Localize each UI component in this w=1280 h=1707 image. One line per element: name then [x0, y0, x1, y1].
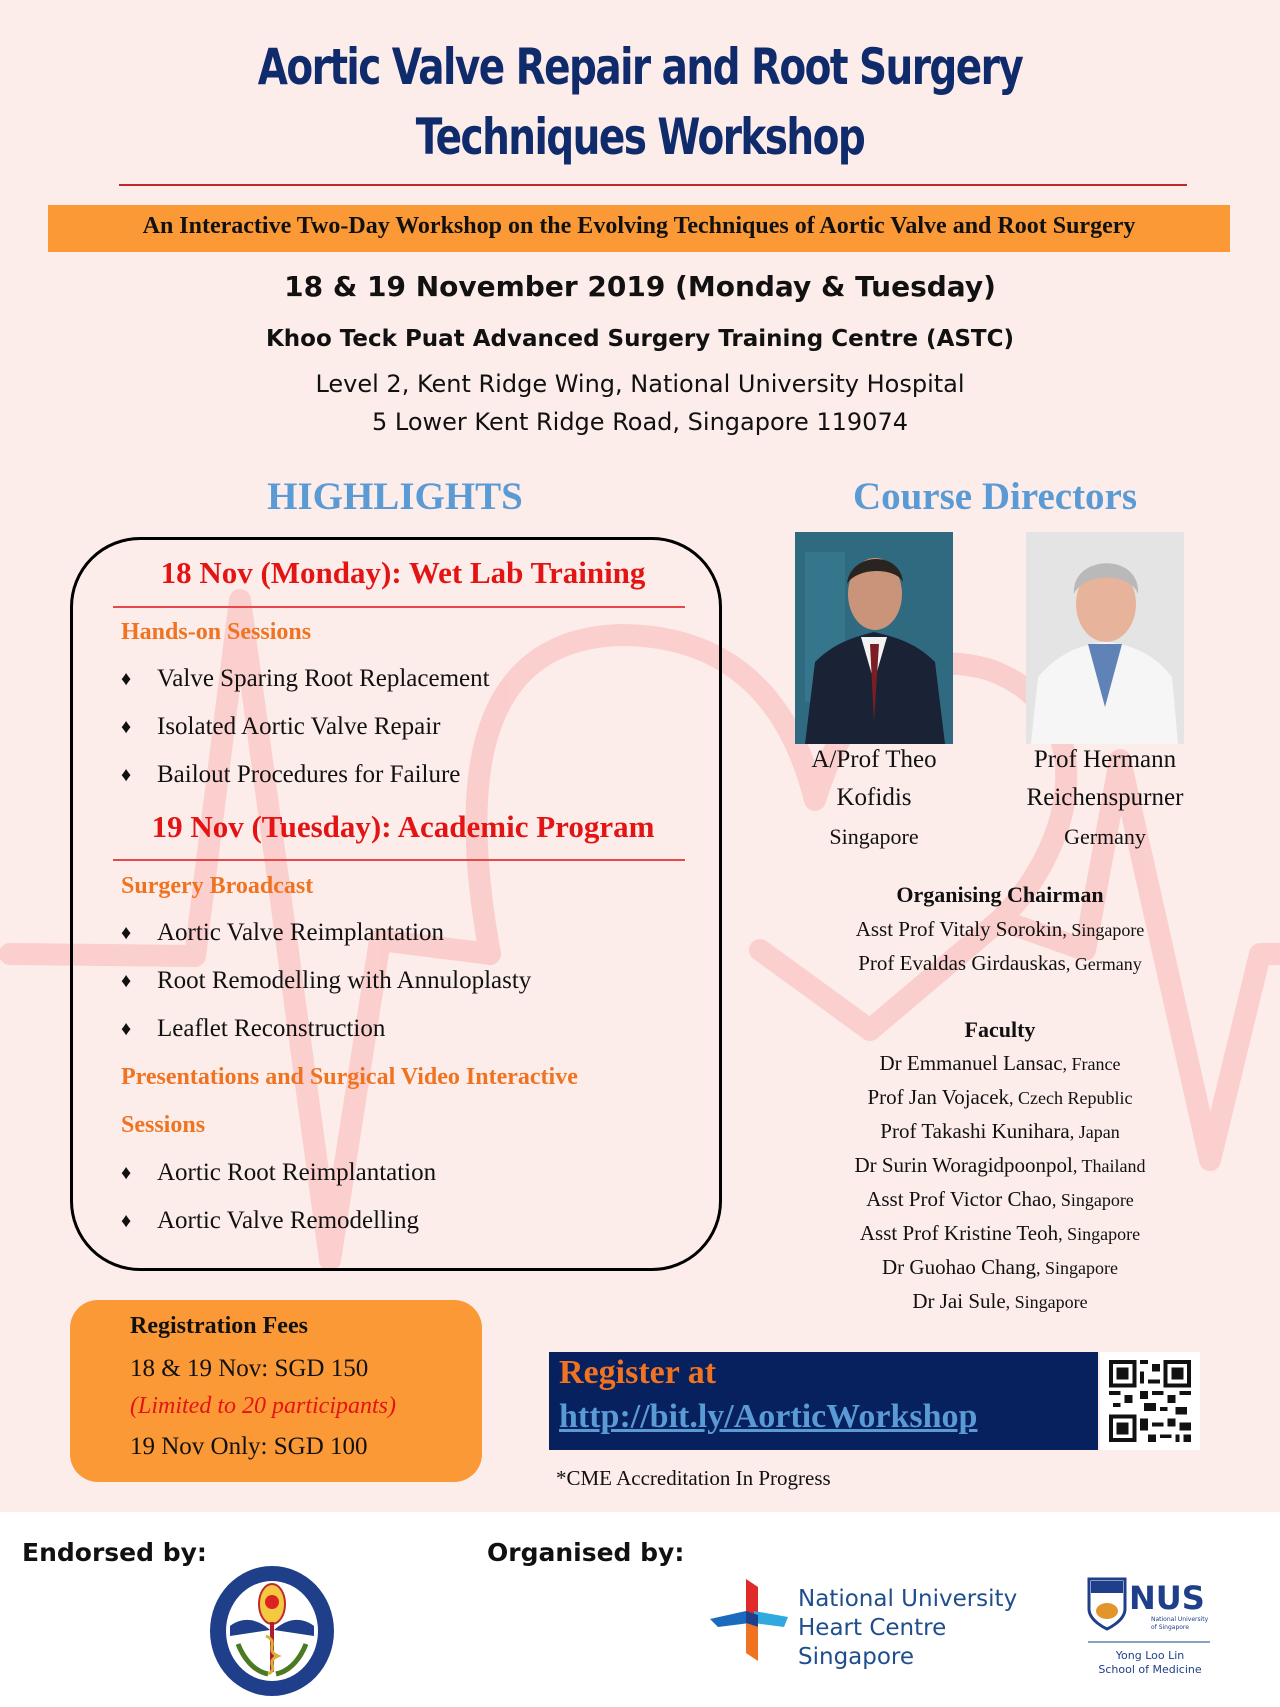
director1-name-line2: Kofidis [836, 784, 912, 811]
subtitle-band [48, 205, 1230, 252]
presentations-heading-line2: Sessions [121, 1112, 206, 1138]
diamond-bullet-icon: ♦ [121, 1209, 132, 1232]
chairman-item: Asst Prof Vitaly Sorokin, Singapore [855, 917, 1145, 941]
fee-one-day: 19 Nov Only: SGD 100 [130, 1433, 368, 1460]
faculty-item: Dr Guohao Chang, Singapore [882, 1255, 1118, 1279]
diamond-bullet-icon: ♦ [121, 1161, 132, 1184]
faculty-item: Dr Surin Woragidpoonpol, Thailand [854, 1153, 1146, 1177]
page-title-line2: Techniques Workshop [415, 108, 865, 166]
event-date: 18 & 19 November 2019 (Monday & Tuesday) [284, 270, 996, 303]
address-line2: 5 Lower Kent Ridge Road, Singapore 119074 [372, 408, 908, 436]
address-line1: Level 2, Kent Ridge Wing, National University Hospital [315, 370, 965, 398]
cme-accreditation-note: *CME Accreditation In Progress [556, 1466, 831, 1490]
register-box [549, 1352, 1098, 1450]
nus-school-line2: School of Medicine [1098, 1663, 1202, 1676]
register-label: Register at [559, 1354, 717, 1391]
course-directors-heading: Course Directors [852, 475, 1138, 518]
college-of-surgeons-logo [208, 1564, 336, 1698]
diamond-bullet-icon: ♦ [121, 763, 132, 786]
chairman-item: Prof Evaldas Girdauskas, Germany [858, 951, 1142, 975]
faculty-item: Dr Emmanuel Lansac, France [879, 1051, 1121, 1075]
nuhcs-name-line1: National University [798, 1586, 1018, 1612]
faculty-item: Dr Jai Sule, Singapore [912, 1289, 1088, 1313]
participant-limit-note: (Limited to 20 participants) [130, 1393, 396, 1419]
diamond-bullet-icon: ♦ [121, 969, 132, 992]
list-item: ♦ Aortic Root Reimplantation [121, 1159, 437, 1186]
list-item: ♦ Aortic Valve Remodelling [121, 1207, 419, 1234]
highlights-heading: HIGHLIGHTS [267, 475, 523, 518]
day2-heading: 19 Nov (Tuesday): Academic Program [151, 809, 655, 844]
director1-name-line1: A/Prof Theo [811, 746, 937, 773]
director-photo-kofidis [795, 532, 953, 744]
fee-two-day: 18 & 19 Nov: SGD 150 [130, 1355, 369, 1382]
nuhcs-name-line3: Singapore [798, 1644, 915, 1670]
svg-text:National University: National University [1151, 1616, 1209, 1623]
qr-code-icon[interactable] [1100, 1352, 1200, 1450]
organised-by-label: Organised by: [487, 1538, 685, 1567]
director1-country: Singapore [829, 824, 919, 849]
svg-text:of Singapore: of Singapore [1151, 1624, 1189, 1631]
director-photo-reichenspurner [1026, 532, 1184, 744]
page-title-line1: Aortic Valve Repair and Root Surgery [257, 38, 1023, 96]
svg-text:NUS: NUS [1129, 1579, 1205, 1617]
director2-country: Germany [1064, 824, 1146, 849]
list-item: ♦ Aortic Valve Reimplantation [121, 919, 444, 946]
nus-divider [1088, 1641, 1210, 1643]
list-item: ♦ Bailout Procedures for Failure [121, 761, 461, 788]
diamond-bullet-icon: ♦ [121, 1017, 132, 1040]
hands-on-sessions-heading: Hands-on Sessions [121, 619, 312, 645]
list-item: ♦ Isolated Aortic Valve Repair [121, 713, 441, 740]
surgery-broadcast-heading: Surgery Broadcast [121, 873, 314, 899]
event-venue: Khoo Teck Puat Advanced Surgery Training Centre (ASTC) [265, 326, 1015, 352]
day1-divider [113, 606, 685, 608]
director2-name-line1: Prof Hermann [1033, 746, 1177, 773]
registration-fees-title: Registration Fees [130, 1313, 308, 1339]
list-item: ♦ Leaflet Reconstruction [121, 1015, 386, 1042]
faculty-item: Prof Takashi Kunihara, Japan [880, 1119, 1120, 1143]
diamond-bullet-icon: ♦ [121, 921, 132, 944]
director2-name-line2: Reichenspurner [1026, 784, 1184, 811]
faculty-item: Asst Prof Kristine Teoh, Singapore [859, 1221, 1141, 1245]
faculty-item: Prof Jan Vojacek, Czech Republic [867, 1085, 1133, 1109]
highlights-box [70, 537, 722, 1271]
list-item: ♦ Valve Sparing Root Replacement [121, 665, 490, 692]
presentations-heading-line1: Presentations and Surgical Video Interactive [121, 1064, 578, 1090]
organising-chairman-heading: Organising Chairman [896, 882, 1104, 907]
registration-fees-box [70, 1300, 482, 1482]
diamond-bullet-icon: ♦ [121, 715, 132, 738]
title-divider [119, 184, 1187, 186]
day1-heading: 18 Nov (Monday): Wet Lab Training [160, 555, 646, 590]
faculty-item: Asst Prof Victor Chao, Singapore [866, 1187, 1134, 1211]
subtitle-text: An Interactive Two-Day Workshop on the Evolving Techniques of Aortic Valve and Root Surgery [142, 213, 1136, 239]
nuhcs-name-line2: Heart Centre [798, 1615, 947, 1641]
list-item: ♦ Root Remodelling with Annuloplasty [121, 967, 532, 994]
nuhcs-logo [710, 1575, 1030, 1675]
endorsed-by-label: Endorsed by: [22, 1538, 207, 1567]
diamond-bullet-icon: ♦ [121, 667, 132, 690]
register-link[interactable]: http://bit.ly/AorticWorkshop [559, 1398, 978, 1435]
faculty-heading: Faculty [964, 1017, 1036, 1042]
nus-school-line1: Yong Loo Lin [1115, 1649, 1185, 1662]
day2-divider [113, 859, 685, 861]
nus-medicine-logo [1085, 1575, 1215, 1695]
